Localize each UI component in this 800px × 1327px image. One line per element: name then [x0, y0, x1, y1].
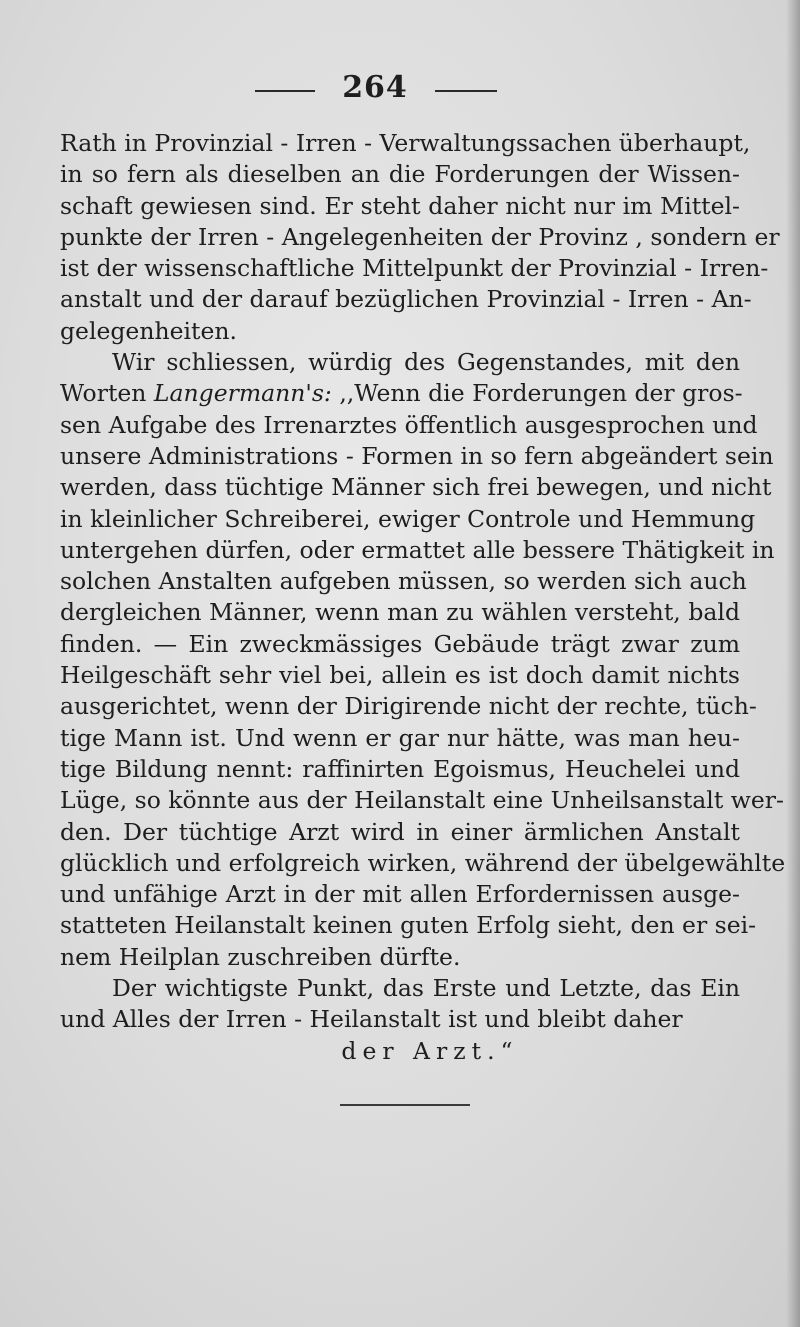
text-line: und Alles der Irren - Heilanstalt ist und bleibt daher [60, 1005, 683, 1034]
text-line: in so fern als dieselben an die Forderungen der Wissen- [60, 160, 740, 189]
text-line: Lüge, so könnte aus der Heilanstalt eine Unheilsanstalt wer- [60, 786, 784, 815]
page-edge-shadow [786, 0, 800, 1327]
text-line: in kleinlicher Schreiberei, ewiger Controle und Hemmung [60, 504, 756, 533]
quoted-author: Langermann's: [153, 379, 332, 408]
text-line: tige Mann ist. Und wenn er gar nur hätte, was man heu- [60, 723, 740, 752]
text-line: ist der wissenschaftliche Mittelpunkt der Provinzial - Irren- [60, 254, 769, 283]
body-text [60, 128, 786, 1067]
text-line: ausgerichtet, wenn der Dirigirende nicht der rechte, tüch- [60, 692, 757, 721]
text-line: Rath in Provinzial - Irren - Verwaltungssachen überhaupt, [60, 129, 751, 157]
text-line: anstalt und der darauf bezüglichen Provinzial - Irren - An- [60, 285, 752, 314]
page-number: 264 [342, 70, 408, 105]
page-header [0, 70, 800, 110]
quote-after: ,,Wenn die Forderungen der gros- [331, 379, 743, 408]
text-line: gelegenheiten. [60, 316, 237, 345]
text-line: statteten Heilanstalt keinen guten Erfolg sieht, den er sei- [60, 911, 757, 940]
text-line: nem Heilplan zuschreiben dürfte. [60, 942, 461, 971]
text-line: werden, dass tüchtige Männer sich frei bewegen, und nicht [60, 473, 772, 502]
text-line: punkte der Irren - Angelegenheiten der Provinz , sondern er [60, 222, 780, 251]
text-line: den. Der tüchtige Arzt wird in einer ärmlichen Anstalt [60, 817, 740, 846]
text-line: untergehen dürfen, oder ermattet alle bessere Thätigkeit in [60, 535, 775, 564]
quote-line [60, 378, 743, 409]
text-line: glücklich und erfolgreich wirken, während der übelgewählte [60, 848, 786, 877]
text-line: und unfähige Arzt in der mit allen Erfordernissen ausge- [60, 880, 740, 909]
closing-line: der Arzt.“ [341, 1036, 519, 1065]
text-line: sen Aufgabe des Irrenarztes öffentlich ausgesprochen und [60, 410, 758, 439]
text-line: finden. — Ein zweckmässiges Gebäude trägt zwar zum [60, 629, 740, 658]
text-line: solchen Anstalten aufgeben müssen, so werden sich auch [60, 567, 747, 596]
text-line: dergleichen Männer, wenn man zu wählen versteht, bald [60, 598, 740, 627]
header-rule-left [255, 90, 315, 92]
quote-before: Worten [60, 379, 154, 408]
text-line: Heilgeschäft sehr viel bei, allein es ist doch damit nichts [60, 661, 740, 690]
text-line: unsere Administrations - Formen in so fern abgeändert sein [60, 441, 774, 470]
text-line: tige Bildung nennt: raffinirten Egoismus, Heuchelei und [60, 754, 740, 783]
text-line: Der wichtigste Punkt, das Erste und Letzte, das Ein [112, 974, 740, 1003]
section-end-rule [340, 1104, 470, 1106]
text-line: Wir schliessen, würdig des Gegenstandes, mit den [112, 348, 740, 377]
header-rule-right [435, 90, 497, 92]
text-line: schaft gewiesen sind. Er steht daher nicht nur im Mittel- [60, 191, 740, 220]
